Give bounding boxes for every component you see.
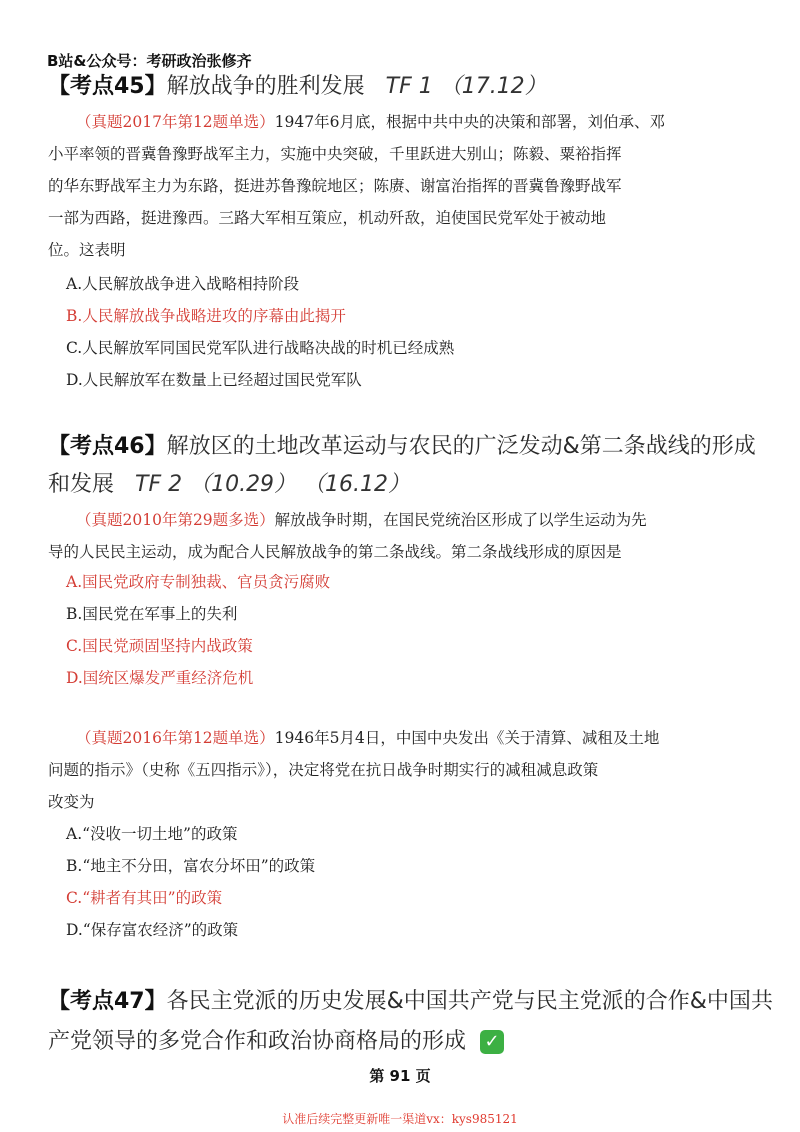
option-a: A.人民解放战争进入战略相持阶段	[66, 275, 300, 293]
question-stem	[48, 722, 760, 818]
question-source: （真题2016年第12题单选）	[76, 729, 275, 747]
section-title: 解放区的土地改革运动与农民的广泛发动&第二条战线的形成	[166, 434, 756, 459]
question-source: （真题2010年第29题多选）	[76, 511, 275, 529]
stem-line: 问题的指示》（史称《五四指示》），决定将党在抗日战争时期实行的减租减息政策	[48, 761, 599, 779]
option-d-correct: D.国统区爆发严重经济危机	[66, 669, 254, 687]
section-tag: 【考点46】	[48, 434, 167, 459]
tf-frequency: TF 2 （10.29） （16.12）	[135, 472, 411, 497]
option-b: B.国民党在军事上的失利	[66, 605, 238, 623]
option-c-correct: C.“耕者有其田”的政策	[66, 889, 223, 907]
stem-line: 1947年6月底，根据中共中央的决策和部署，刘伯承、邓	[274, 113, 665, 131]
section-heading-45	[48, 68, 547, 106]
stem-line: 位。这表明	[48, 241, 126, 259]
stem-line: 小平率领的晋冀鲁豫野战军主力，实施中央突破，千里跃进大别山；陈毅、粟裕指挥	[48, 145, 622, 163]
header-watermark: B站&公众号：考研政治张修齐	[47, 52, 252, 70]
option-d: D.人民解放军在数量上已经超过国民党军队	[66, 371, 362, 389]
stem-line: 1946年5月4日，中国中央发出《关于清算、减租及土地	[274, 729, 660, 747]
option-c: C.人民解放军同国民党军队进行战略决战的时机已经成熟	[66, 339, 455, 357]
page-number: 第 91 页	[369, 1067, 431, 1085]
option-a-correct: A.国民党政府专制独裁、官员贪污腐败	[66, 573, 331, 591]
option-b: B.“地主不分田，富农分坏田”的政策	[66, 857, 316, 875]
option-c-correct: C.国民党顽固坚持内战政策	[66, 637, 253, 655]
section-heading-46	[48, 428, 756, 504]
stem-line: 解放战争时期，在国民党统治区形成了以学生运动为先	[274, 511, 647, 529]
options-list	[66, 566, 330, 694]
section-title: 解放战争的胜利发展	[166, 74, 365, 99]
section-tag: 【考点45】	[48, 74, 167, 99]
section-title: 各民主党派的历史发展&中国共产党与民主党派的合作&中国共	[166, 989, 773, 1014]
footer-watermark: 认准后续完整更新唯一渠道vx：kys985121	[282, 1112, 518, 1126]
option-b-correct: B.人民解放战争战略进攻的序幕由此揭开	[66, 307, 346, 325]
options-list	[66, 268, 454, 396]
check-mark-icon: ✓	[480, 1030, 504, 1054]
section-tag: 【考点47】	[48, 989, 167, 1014]
question-source: （真题2017年第12题单选）	[76, 113, 275, 131]
option-a: A.“没收一切土地”的政策	[66, 825, 238, 843]
options-list	[66, 818, 315, 946]
option-d: D.“保存富农经济”的政策	[66, 921, 239, 939]
section-title-cont: 产党领导的多党合作和政治协商格局的形成	[48, 1029, 467, 1054]
tf-frequency: TF 1 （17.12）	[385, 74, 547, 99]
stem-line: 一部为西路，挺进豫西。三路大军相互策应，机动歼敌，迫使国民党军处于被动地	[48, 209, 607, 227]
stem-line: 的华东野战军主力为东路，挺进苏鲁豫皖地区；陈赓、谢富治指挥的晋冀鲁豫野战军	[48, 177, 622, 195]
stem-line: 改变为	[48, 793, 95, 811]
stem-line: 导的人民民主运动，成为配合人民解放战争的第二条战线。第二条战线形成的原因是	[48, 543, 622, 561]
question-stem	[48, 504, 760, 568]
question-stem	[48, 106, 760, 266]
section-title-cont: 和发展	[48, 472, 115, 497]
section-heading-47	[48, 982, 773, 1062]
